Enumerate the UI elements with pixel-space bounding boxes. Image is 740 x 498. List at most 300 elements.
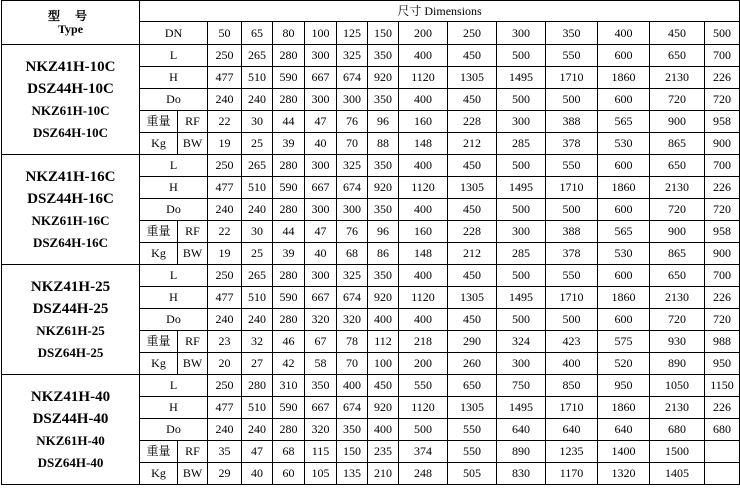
do-value: 720 (650, 309, 705, 331)
bw-value: 212 (448, 133, 497, 155)
do-value: 320 (305, 419, 337, 441)
h-value: 477 (208, 67, 242, 89)
rf-value: 32 (242, 331, 273, 353)
bw-value: 505 (448, 463, 497, 485)
rf-label: RF (178, 221, 208, 243)
dn-value: 125 (337, 22, 368, 45)
bw-label: BW (178, 243, 208, 265)
l-value: 350 (368, 45, 399, 67)
do-value: 280 (273, 89, 305, 111)
bw-value: 300 (497, 353, 546, 375)
rf-value: 930 (650, 331, 705, 353)
l-value: 250 (208, 265, 242, 287)
l-value: 500 (497, 45, 546, 67)
do-value: 240 (242, 89, 273, 111)
h-value: 1860 (598, 67, 650, 89)
bw-value: 58 (305, 353, 337, 375)
bw-value: 29 (208, 463, 242, 485)
model-name: NKZ61H-10C (31, 102, 110, 118)
dn-value: 150 (368, 22, 399, 45)
l-value: 500 (497, 155, 546, 177)
rf-value: 96 (368, 111, 399, 133)
rf-value: 550 (448, 441, 497, 463)
do-value: 350 (368, 89, 399, 111)
dn-value: 50 (208, 22, 242, 45)
rf-value: 112 (368, 331, 399, 353)
bw-value: 900 (705, 243, 740, 265)
do-value: 400 (368, 309, 399, 331)
h-value: 1860 (598, 397, 650, 419)
l-value: 300 (305, 45, 337, 67)
rf-value: 565 (598, 221, 650, 243)
bw-value: 70 (337, 133, 368, 155)
row-label-h: H (140, 177, 208, 199)
bw-value: 285 (497, 133, 546, 155)
model-name: DSZ44H-25 (32, 300, 109, 317)
model-cell (2, 265, 140, 375)
l-value: 700 (705, 45, 740, 67)
bw-value: 70 (337, 353, 368, 375)
model-name: NKZ61H-40 (36, 432, 105, 448)
do-value: 240 (208, 419, 242, 441)
rf-value: 23 (208, 331, 242, 353)
h-value: 1710 (546, 397, 598, 419)
l-value: 265 (242, 45, 273, 67)
rf-value: 47 (305, 221, 337, 243)
bw-value: 212 (448, 243, 497, 265)
do-value: 720 (705, 309, 740, 331)
rf-value: 565 (598, 111, 650, 133)
dn-value: 400 (598, 22, 650, 45)
do-value: 500 (497, 89, 546, 111)
bw-value: 42 (273, 353, 305, 375)
h-value: 674 (337, 177, 368, 199)
do-value: 400 (368, 419, 399, 441)
do-value: 680 (650, 419, 705, 441)
bw-label: BW (178, 353, 208, 375)
bw-value: 378 (546, 243, 598, 265)
do-value: 280 (273, 199, 305, 221)
rf-value: 228 (448, 111, 497, 133)
bw-value: 40 (305, 133, 337, 155)
bw-value: 260 (448, 353, 497, 375)
type-header-cell (2, 1, 140, 45)
model-cell (2, 155, 140, 265)
bw-value: 40 (305, 243, 337, 265)
l-value: 250 (208, 45, 242, 67)
row-label-l: L (140, 375, 208, 397)
dn-value: 100 (305, 22, 337, 45)
h-value: 667 (305, 177, 337, 199)
bw-value: 520 (598, 353, 650, 375)
do-value: 400 (399, 89, 448, 111)
do-value: 720 (705, 199, 740, 221)
rf-value: 900 (650, 221, 705, 243)
model-cell (2, 45, 140, 155)
do-value: 640 (497, 419, 546, 441)
h-value: 510 (242, 397, 273, 419)
model-name: NKZ41H-25 (30, 278, 111, 295)
h-value: 590 (273, 287, 305, 309)
bw-value: 25 (242, 133, 273, 155)
l-value: 350 (305, 375, 337, 397)
dn-value: 80 (273, 22, 305, 45)
do-value: 240 (242, 199, 273, 221)
bw-value: 27 (242, 353, 273, 375)
bw-value: 20 (208, 353, 242, 375)
table-row-l (2, 265, 740, 287)
l-value: 650 (650, 155, 705, 177)
l-value: 550 (546, 155, 598, 177)
do-value: 500 (497, 309, 546, 331)
h-value: 1495 (497, 67, 546, 89)
table-body (2, 45, 740, 485)
rf-label: RF (178, 441, 208, 463)
model-name: DSZ64H-16C (32, 234, 109, 250)
l-value: 450 (448, 155, 497, 177)
bw-value: 68 (337, 243, 368, 265)
kg-label: Kg (140, 133, 178, 155)
row-label-h: H (140, 397, 208, 419)
bw-value: 950 (705, 353, 740, 375)
model-name: DSZ44H-16C (27, 190, 114, 207)
rf-value: 44 (273, 221, 305, 243)
rf-value: 160 (399, 111, 448, 133)
h-value: 1305 (448, 287, 497, 309)
kg-label: Kg (140, 353, 178, 375)
model-name: DSZ64H-25 (37, 344, 104, 360)
type-header-en: Type (57, 21, 84, 36)
kg-label: Kg (140, 243, 178, 265)
dn-value: 350 (546, 22, 598, 45)
bw-label: BW (178, 463, 208, 485)
h-value: 226 (705, 397, 740, 419)
rf-value: 47 (305, 111, 337, 133)
l-value: 650 (448, 375, 497, 397)
bw-value: 1405 (650, 463, 705, 485)
rf-value: 235 (368, 441, 399, 463)
rf-value: 160 (399, 221, 448, 243)
l-value: 600 (598, 155, 650, 177)
model-name: DSZ44H-10C (27, 80, 114, 97)
h-value: 920 (368, 67, 399, 89)
l-value: 550 (546, 45, 598, 67)
rf-value: 890 (497, 441, 546, 463)
do-value: 550 (448, 419, 497, 441)
do-value: 720 (650, 199, 705, 221)
h-value: 226 (705, 177, 740, 199)
h-value: 2130 (650, 177, 705, 199)
l-value: 400 (337, 375, 368, 397)
l-value: 280 (273, 155, 305, 177)
do-value: 600 (598, 199, 650, 221)
h-value: 510 (242, 67, 273, 89)
rf-value: 388 (546, 111, 598, 133)
rf-value: 300 (497, 221, 546, 243)
l-value: 700 (705, 265, 740, 287)
l-value: 250 (208, 155, 242, 177)
bw-value: 100 (368, 353, 399, 375)
bw-value: 900 (705, 133, 740, 155)
l-value: 600 (598, 265, 650, 287)
rf-value: 76 (337, 111, 368, 133)
rf-value: 44 (273, 111, 305, 133)
rf-value: 1235 (546, 441, 598, 463)
h-value: 674 (337, 287, 368, 309)
h-value: 590 (273, 177, 305, 199)
dimensions-header-cell (140, 1, 740, 22)
do-value: 450 (448, 309, 497, 331)
bw-value: 530 (598, 133, 650, 155)
l-value: 280 (242, 375, 273, 397)
h-value: 920 (368, 177, 399, 199)
h-value: 920 (368, 287, 399, 309)
l-value: 350 (368, 155, 399, 177)
do-value: 400 (399, 199, 448, 221)
l-value: 650 (650, 45, 705, 67)
rf-value: 958 (705, 221, 740, 243)
do-value: 400 (399, 309, 448, 331)
weight-label: 重量 (140, 331, 178, 353)
l-value: 500 (497, 265, 546, 287)
h-value: 1305 (448, 397, 497, 419)
bw-value: 200 (399, 353, 448, 375)
h-value: 477 (208, 287, 242, 309)
dn-value: 250 (448, 22, 497, 45)
h-value: 920 (368, 397, 399, 419)
h-value: 1305 (448, 67, 497, 89)
table-row-l (2, 45, 740, 67)
bw-value: 148 (399, 133, 448, 155)
rf-value: 78 (337, 331, 368, 353)
dn-value: 300 (497, 22, 546, 45)
l-value: 550 (399, 375, 448, 397)
l-value: 325 (337, 265, 368, 287)
model-name: NKZ61H-16C (31, 212, 110, 228)
h-value: 1120 (399, 177, 448, 199)
h-value: 2130 (650, 397, 705, 419)
model-cell (2, 375, 140, 485)
l-value: 550 (546, 265, 598, 287)
l-value: 700 (705, 155, 740, 177)
h-value: 226 (705, 67, 740, 89)
rf-value: 150 (337, 441, 368, 463)
bw-value: 210 (368, 463, 399, 485)
bw-value: 86 (368, 243, 399, 265)
rf-value: 22 (208, 221, 242, 243)
rf-value: 30 (242, 221, 273, 243)
h-value: 1495 (497, 177, 546, 199)
do-value: 600 (598, 89, 650, 111)
bw-value (705, 463, 740, 485)
rf-value: 1500 (650, 441, 705, 463)
do-value: 240 (208, 309, 242, 331)
bw-value: 148 (399, 243, 448, 265)
do-value: 300 (305, 199, 337, 221)
weight-label: 重量 (140, 441, 178, 463)
h-value: 1710 (546, 287, 598, 309)
h-value: 1120 (399, 397, 448, 419)
model-name: DSZ64H-10C (32, 124, 109, 140)
bw-value: 39 (273, 243, 305, 265)
dn-value: 65 (242, 22, 273, 45)
h-value: 667 (305, 287, 337, 309)
l-value: 300 (305, 155, 337, 177)
do-value: 500 (546, 199, 598, 221)
h-value: 510 (242, 287, 273, 309)
do-value: 500 (546, 89, 598, 111)
dimensions-table (1, 0, 740, 485)
bw-value: 40 (242, 463, 273, 485)
weight-label: 重量 (140, 221, 178, 243)
row-label-do: Do (140, 309, 208, 331)
do-value: 300 (337, 199, 368, 221)
l-value: 300 (305, 265, 337, 287)
h-value: 1495 (497, 397, 546, 419)
l-value: 280 (273, 265, 305, 287)
bw-value: 865 (650, 133, 705, 155)
row-label-do: Do (140, 199, 208, 221)
do-value: 350 (368, 199, 399, 221)
l-value: 1150 (705, 375, 740, 397)
row-label-do: Do (140, 89, 208, 111)
kg-label: Kg (140, 463, 178, 485)
model-name: NKZ41H-16C (25, 168, 116, 185)
rf-value: 47 (242, 441, 273, 463)
h-value: 674 (337, 397, 368, 419)
l-value: 350 (368, 265, 399, 287)
h-value: 226 (705, 287, 740, 309)
bw-value: 248 (399, 463, 448, 485)
rf-value: 575 (598, 331, 650, 353)
rf-value: 46 (273, 331, 305, 353)
dn-value: 500 (705, 22, 740, 45)
l-value: 400 (399, 45, 448, 67)
l-value: 280 (273, 45, 305, 67)
do-value: 300 (305, 89, 337, 111)
h-value: 674 (337, 67, 368, 89)
rf-label: RF (178, 331, 208, 353)
l-value: 400 (399, 265, 448, 287)
do-value: 240 (208, 89, 242, 111)
bw-value: 530 (598, 243, 650, 265)
bw-value: 1320 (598, 463, 650, 485)
l-value: 450 (448, 265, 497, 287)
h-value: 1305 (448, 177, 497, 199)
l-value: 400 (399, 155, 448, 177)
bw-value: 830 (497, 463, 546, 485)
rf-value: 30 (242, 111, 273, 133)
do-value: 680 (705, 419, 740, 441)
h-value: 2130 (650, 67, 705, 89)
do-value: 600 (598, 309, 650, 331)
h-value: 2130 (650, 287, 705, 309)
do-value: 300 (337, 89, 368, 111)
rf-value: 988 (705, 331, 740, 353)
l-value: 325 (337, 45, 368, 67)
rf-value: 374 (399, 441, 448, 463)
bw-value: 378 (546, 133, 598, 155)
h-value: 1120 (399, 287, 448, 309)
do-value: 450 (448, 199, 497, 221)
rf-value (705, 441, 740, 463)
model-name: NKZ41H-40 (30, 388, 111, 405)
rf-value: 900 (650, 111, 705, 133)
l-value: 950 (598, 375, 650, 397)
weight-label: 重量 (140, 111, 178, 133)
do-value: 720 (705, 89, 740, 111)
do-value: 350 (337, 419, 368, 441)
row-label-l: L (140, 155, 208, 177)
rf-value: 68 (273, 441, 305, 463)
h-value: 1710 (546, 67, 598, 89)
bw-value: 88 (368, 133, 399, 155)
do-value: 500 (546, 309, 598, 331)
model-name: DSZ64H-40 (37, 454, 104, 470)
row-label-l: L (140, 45, 208, 67)
rf-value: 22 (208, 111, 242, 133)
row-label-do: Do (140, 419, 208, 441)
rf-value: 218 (399, 331, 448, 353)
rf-value: 76 (337, 221, 368, 243)
h-value: 1710 (546, 177, 598, 199)
h-value: 1120 (399, 67, 448, 89)
bw-label: BW (178, 133, 208, 155)
l-value: 265 (242, 155, 273, 177)
rf-value: 96 (368, 221, 399, 243)
h-value: 1495 (497, 287, 546, 309)
do-value: 640 (546, 419, 598, 441)
bw-value: 865 (650, 243, 705, 265)
l-value: 325 (337, 155, 368, 177)
bw-value: 19 (208, 133, 242, 155)
rf-label: RF (178, 111, 208, 133)
do-value: 500 (399, 419, 448, 441)
do-value: 320 (305, 309, 337, 331)
h-value: 1860 (598, 287, 650, 309)
do-value: 500 (497, 199, 546, 221)
l-value: 1050 (650, 375, 705, 397)
bw-value: 400 (546, 353, 598, 375)
model-name: NKZ41H-10C (25, 58, 116, 75)
do-value: 240 (242, 309, 273, 331)
table-header (2, 1, 740, 45)
model-name: DSZ44H-40 (32, 410, 109, 427)
rf-value: 67 (305, 331, 337, 353)
row-label-l: L (140, 265, 208, 287)
h-value: 667 (305, 397, 337, 419)
do-value: 280 (273, 309, 305, 331)
bw-value: 135 (337, 463, 368, 485)
rf-value: 423 (546, 331, 598, 353)
do-value: 320 (337, 309, 368, 331)
do-value: 640 (598, 419, 650, 441)
do-value: 720 (650, 89, 705, 111)
l-value: 265 (242, 265, 273, 287)
rf-value: 388 (546, 221, 598, 243)
table-row-l (2, 375, 740, 397)
h-value: 590 (273, 67, 305, 89)
dn-value: 200 (399, 22, 448, 45)
dimensions-header-cn: 尺寸 (397, 3, 422, 18)
l-value: 450 (448, 45, 497, 67)
l-value: 250 (208, 375, 242, 397)
rf-value: 300 (497, 111, 546, 133)
rf-value: 35 (208, 441, 242, 463)
rf-value: 958 (705, 111, 740, 133)
row-label-h: H (140, 67, 208, 89)
rf-value: 115 (305, 441, 337, 463)
